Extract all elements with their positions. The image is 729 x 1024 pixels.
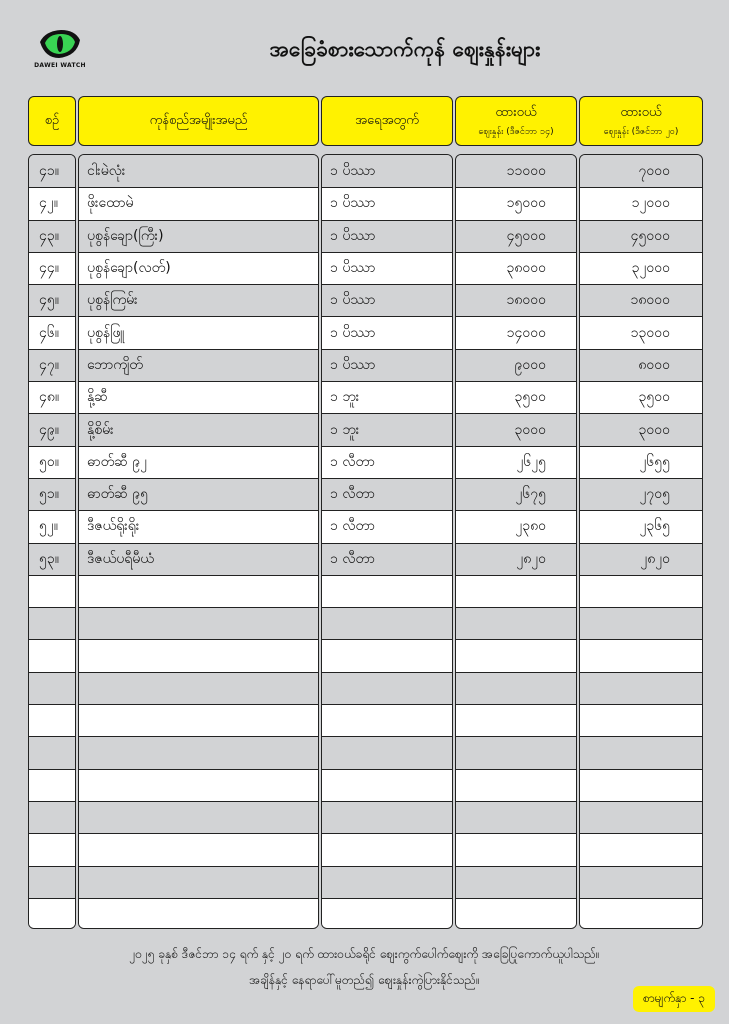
empty-cell [79,639,318,671]
header-serial-label: စဉ် [44,112,60,128]
empty-cell [29,801,75,833]
cell-p2: ၃၂၀၀၀ [580,252,702,284]
cell-p2: ၂၇၀၅ [580,478,702,510]
empty-cell [29,898,75,929]
cell-p2: ၁၈၀၀၀ [580,284,702,316]
cell-name: ပုစွန်ချော(လတ်) [79,252,318,284]
empty-cell [456,672,576,704]
empty-cell [79,607,318,639]
eye-icon [37,28,83,60]
cell-p1: ၁၁၀၀၀ [456,155,576,187]
empty-cell [29,607,75,639]
cell-name: ဖိုးထောမဲ [79,187,318,219]
cell-p1: ၁၈၀၀၀ [456,284,576,316]
cell-unit: ၁ လီတာ [322,478,452,510]
cell-no: ၄၉။ [29,413,75,445]
empty-cell [79,801,318,833]
empty-cell [322,833,452,865]
cell-name: ပုစွန်ဖြူ [79,316,318,348]
cell-unit: ၁ ပိဿာ [322,220,452,252]
cell-name: ဓာတ်ဆီ ၉၅ [79,478,318,510]
empty-cell [79,736,318,768]
cell-p1: ၁၄၀၀၀ [456,316,576,348]
empty-cell [580,769,702,801]
cell-p1: ၄၅၀၀၀ [456,220,576,252]
cell-no: ၅၃။ [29,543,75,575]
empty-cell [29,575,75,607]
empty-cell [29,833,75,865]
empty-cell [322,898,452,929]
empty-cell [79,898,318,929]
cell-no: ၄၆။ [29,316,75,348]
empty-cell [322,607,452,639]
cell-p2: ၃၅၀၀ [580,381,702,413]
cell-no: ၄၃။ [29,220,75,252]
dawei-watch-logo [30,28,90,69]
cell-p1: ၂၆၂၅ [456,446,576,478]
empty-cell [79,769,318,801]
cell-name: နို့ဆီ [79,381,318,413]
empty-cell [456,801,576,833]
cell-no: ၄၅။ [29,284,75,316]
empty-cell [580,607,702,639]
header-item-name [78,96,319,146]
cell-name: ဒီဇယ်ပရီမီယံ [79,543,318,575]
empty-cell [580,801,702,833]
cell-name: ပုစွန်ချော(ကြီး) [79,220,318,252]
cell-no: ၄၈။ [29,381,75,413]
cell-unit: ၁ ပိဿာ [322,284,452,316]
empty-cell [322,866,452,898]
empty-cell [79,833,318,865]
cell-unit: ၁ လီတာ [322,510,452,542]
cell-no: ၄၇။ [29,349,75,381]
empty-cell [580,736,702,768]
cell-p1: ၁၅၀၀၀ [456,187,576,219]
empty-cell [322,704,452,736]
empty-cell [456,639,576,671]
header-serial [28,96,76,146]
cell-no: ၅၀။ [29,446,75,478]
empty-cell [456,575,576,607]
empty-cell [580,672,702,704]
empty-cell [580,898,702,929]
empty-cell [29,704,75,736]
cell-unit: ၁ ဘူး [322,413,452,445]
header-price-dec20-title: ထားဝယ် [620,104,662,120]
cell-p1: ၂၆၇၅ [456,478,576,510]
cell-no: ၄၂။ [29,187,75,219]
cell-name: ဒီဇယ်ရိုးရိုး [79,510,318,542]
empty-cell [456,866,576,898]
empty-cell [322,769,452,801]
empty-cell [79,704,318,736]
empty-cell [29,639,75,671]
cell-p2: ၁၃၀၀၀ [580,316,702,348]
empty-cell [29,866,75,898]
footer-note-2: အချိန်နှင့် နေရာပေါ်မူတည်၍ ဈေးနှုန်းကွဲပြားနိုင်သည်။ [249,973,480,987]
empty-cell [580,704,702,736]
cell-name: ငါးမဲလုံး [79,155,318,187]
empty-cell [322,639,452,671]
cell-p1: ၃၅၀၀ [456,381,576,413]
header-price-dec14-title: ထားဝယ် [495,104,537,120]
cell-p2: ၃၀၀၀ [580,413,702,445]
header-quantity-label: အရေအတွက် [355,112,419,128]
column-item-name [78,154,319,929]
cell-p2: ၇၀၀၀ [580,155,702,187]
empty-cell [29,736,75,768]
cell-no: ၅၂။ [29,510,75,542]
cell-no: ၄၁။ [29,155,75,187]
empty-cell [456,736,576,768]
cell-name: ဓာတ်ဆီ ၉၂ [79,446,318,478]
column-price-dec20 [579,154,703,929]
empty-cell [580,639,702,671]
cell-p1: ၂၃၈၀ [456,510,576,542]
cell-p2: ၁၂၀၀၀ [580,187,702,219]
empty-cell [322,575,452,607]
header-price-dec20 [579,96,703,146]
cell-unit: ၁ ပိဿာ [322,252,452,284]
empty-cell [580,866,702,898]
column-price-dec14 [455,154,577,929]
cell-no: ၅၁။ [29,478,75,510]
cell-p2: ၄၅၀၀၀ [580,220,702,252]
empty-cell [29,672,75,704]
cell-p1: ၉၀၀၀ [456,349,576,381]
cell-p1: ၃၈၀၀၀ [456,252,576,284]
cell-name: ဘောကျိတ် [79,349,318,381]
empty-cell [322,672,452,704]
cell-unit: ၁ ပိဿာ [322,155,452,187]
cell-no: ၄၄။ [29,252,75,284]
cell-p2: ၂၃၆၅ [580,510,702,542]
logo-text: DAWEI WATCH [34,62,86,69]
cell-unit: ၁ လီတာ [322,543,452,575]
page-number-badge: စာမျက်နှာ - ၃ [633,986,715,1012]
footer-note-1: ၂၀၂၅ ခုနှစ် ဒီဇင်ဘာ ၁၄ ရက် နှင့် ၂၀ ရက် ထားဝယ်ခရိုင် ဈေးကွက်ပေါက်ဈေးကို အခြေပြုကောက်ယူပါသည်။ [129,947,600,961]
cell-unit: ၁ ပိဿာ [322,187,452,219]
cell-unit: ၁ ဘူး [322,381,452,413]
empty-cell [456,704,576,736]
cell-p2: ၈၀၀၀ [580,349,702,381]
empty-cell [322,801,452,833]
cell-name: နို့စိမ်း [79,413,318,445]
empty-cell [456,833,576,865]
empty-cell [29,769,75,801]
empty-cell [456,607,576,639]
empty-cell [322,736,452,768]
empty-cell [456,898,576,929]
cell-unit: ၁ ပိဿာ [322,349,452,381]
column-quantity [321,154,453,929]
empty-cell [79,672,318,704]
empty-cell [456,769,576,801]
page-title: အခြေခံစားသောက်ကုန် ဈေးနှုန်းများ [269,37,541,61]
header-item-name-label: ကုန်စည်အမျိုးအမည် [149,112,248,128]
header-price-dec14-sub: ဈေးနှုန်း (ဒီဇင်ဘာ ၁၄) [478,126,554,137]
cell-name: ပုစွန်ကြမ်း [79,284,318,316]
header-price-dec20-sub: ဈေးနှုန်း (ဒီဇင်ဘာ ၂၀) [603,126,679,137]
cell-unit: ၁ လီတာ [322,446,452,478]
header-price-dec14 [455,96,577,146]
cell-unit: ၁ ပိဿာ [322,316,452,348]
header-quantity [321,96,453,146]
empty-cell [580,575,702,607]
cell-p2: ၂၆၅၅ [580,446,702,478]
cell-p1: ၂၈၂၀ [456,543,576,575]
cell-p2: ၂၈၂၀ [580,543,702,575]
column-serial [28,154,76,929]
empty-cell [580,833,702,865]
cell-p1: ၃၀၀၀ [456,413,576,445]
empty-cell [79,575,318,607]
empty-cell [79,866,318,898]
